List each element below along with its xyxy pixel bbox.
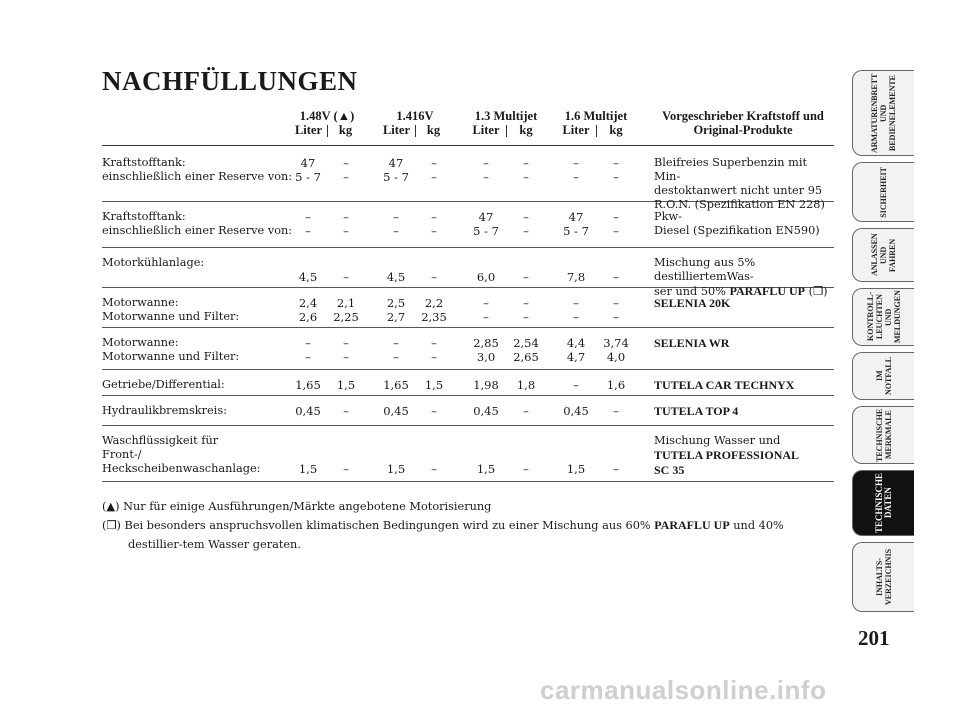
value-cell: 2,4 2,6 xyxy=(298,296,318,324)
tab-label: ARMATURENBRETT UND BEDIENELEMENTE xyxy=(870,73,897,153)
value-cell: – – xyxy=(613,156,619,184)
value-cell: 1,5 xyxy=(336,378,356,392)
value-cell: – – xyxy=(305,210,311,238)
value-cell: 1,65 xyxy=(383,378,409,392)
row-label: Kraftstofftank: einschließlich einer Reserve von: xyxy=(102,210,293,237)
product-cell: Bleifreies Superbenzin mit Min- destoktanwert nicht unter 95 R.O.N. (Spezifikation EN 228) xyxy=(654,156,825,211)
table-row xyxy=(102,250,834,298)
table-row xyxy=(102,372,834,396)
tab-im-notfall[interactable] xyxy=(852,352,914,400)
tab-inhaltsverzeichnis[interactable] xyxy=(852,542,914,612)
product-cell: SELENIA WR xyxy=(654,336,730,350)
value-cell: – – xyxy=(573,156,579,184)
product-cell: Pkw- Diesel (Spezifikation EN590) xyxy=(654,210,820,237)
row-label: Hydraulikbremskreis: xyxy=(102,404,227,417)
value-cell: – xyxy=(431,270,437,284)
value-cell: 4,4 4,7 xyxy=(566,336,586,364)
value-cell: 6,0 xyxy=(476,270,496,284)
tab-anlassen[interactable] xyxy=(852,228,914,282)
table-row xyxy=(102,204,834,248)
product-cell: SELENIA 20K xyxy=(654,296,731,310)
tab-armaturenbrett[interactable] xyxy=(852,70,914,156)
tab-label: IM NOTFALL xyxy=(874,356,893,396)
value-cell: 7,8 xyxy=(566,270,586,284)
value-cell: 1,5 xyxy=(566,462,586,476)
value-cell: – – xyxy=(483,156,489,184)
value-cell: 1,5 xyxy=(424,378,444,392)
tab-kontrollleuchten[interactable] xyxy=(852,288,914,346)
footnote-1: (▲) Nur für einige Ausführungen/Märkte angebotene Motorisierung xyxy=(102,500,492,513)
footnote-2: (❒) Bei besonders anspruchsvollen klimatischen Bedingungen wird zu einer Mischung aus 60% PARAFLU UP und 40% destillier-tem Wasser geraten. xyxy=(102,518,784,551)
value-cell: 1,8 xyxy=(516,378,536,392)
value-cell: – – xyxy=(343,156,349,184)
value-cell: 0,45 xyxy=(295,404,321,418)
col-header-name: 1.48V (▲) xyxy=(299,109,355,123)
tab-label: INHALTS-VERZEICHNIS xyxy=(874,549,893,606)
value-cell: – – xyxy=(431,336,437,364)
value-cell: 1,65 xyxy=(295,378,321,392)
value-cell: 47 5 - 7 xyxy=(473,210,499,238)
value-cell: – – xyxy=(305,336,311,364)
value-cell: 47 5 - 7 xyxy=(563,210,589,238)
row-label: Waschflüssigkeit für Front-/ Heckscheibenwaschanlage: xyxy=(102,434,261,475)
tab-label: SICHERHEIT xyxy=(879,166,888,218)
value-cell: – – xyxy=(613,296,619,324)
value-cell: 1,6 xyxy=(606,378,626,392)
value-cell: 0,45 xyxy=(473,404,499,418)
value-cell: – – xyxy=(523,156,529,184)
header-divider xyxy=(415,125,416,137)
table-row xyxy=(102,428,834,482)
value-cell: 2,85 3,0 xyxy=(473,336,499,364)
value-cell: – – xyxy=(393,210,399,238)
header-rule xyxy=(102,145,834,146)
table-row xyxy=(102,330,834,370)
product-cell: TUTELA CAR TECHNYX xyxy=(654,378,795,392)
value-cell: 4,5 xyxy=(386,270,406,284)
tab-label: TECHNISCHE MERKMALE xyxy=(874,408,893,462)
value-cell: – – xyxy=(431,156,437,184)
value-cell: – xyxy=(523,462,529,476)
product-cell: Mischung Wasser und TUTELA PROFESSIONAL SC 35 xyxy=(654,434,800,477)
value-cell: 47 5 - 7 xyxy=(383,156,409,184)
value-cell: – – xyxy=(343,336,349,364)
value-cell: 2,2 2,35 xyxy=(421,296,447,324)
value-cell: 4,5 xyxy=(298,270,318,284)
value-cell: – xyxy=(523,270,529,284)
value-cell: 2,1 2,25 xyxy=(333,296,359,324)
value-cell: 0,45 xyxy=(383,404,409,418)
col-header-1: 1.48V (▲) Liter kg xyxy=(290,109,364,137)
value-cell: – xyxy=(613,404,619,418)
value-cell: – xyxy=(573,378,579,392)
row-label: Motorwanne: Motorwanne und Filter: xyxy=(102,336,240,363)
table-row xyxy=(102,398,834,426)
col-header-name: 1.416V xyxy=(396,109,434,123)
col-header-3: 1.3 Multijet Liter kg xyxy=(466,109,546,137)
col-header-2: 1.416V Liter kg xyxy=(378,109,452,137)
watermark: carmanualsonline.info xyxy=(540,675,827,705)
value-cell: – – xyxy=(393,336,399,364)
tab-label: ANLASSEN UND FAHREN xyxy=(870,233,897,277)
page-number: 201 xyxy=(858,626,890,650)
row-label: Kraftstofftank: einschließlich einer Reserve von: xyxy=(102,156,293,183)
value-cell: 0,45 xyxy=(563,404,589,418)
product-cell: TUTELA TOP 4 xyxy=(654,404,739,418)
value-cell: – xyxy=(343,270,349,284)
table-row xyxy=(102,150,834,211)
col-header-4: 1.6 Multijet Liter kg xyxy=(556,109,636,137)
col-header-name: 1.3 Multijet xyxy=(474,109,538,123)
value-cell: – – xyxy=(483,296,489,324)
value-cell: – – xyxy=(573,296,579,324)
value-cell: – xyxy=(343,404,349,418)
value-cell: – – xyxy=(523,210,529,238)
tab-label: KONTROLL-LEUCHTEN UND MELDUNGEN xyxy=(865,290,902,344)
value-cell: – – xyxy=(343,210,349,238)
col-header-name: 1.6 Multijet xyxy=(564,109,628,123)
row-label: Motorkühlanlage: xyxy=(102,256,205,269)
page-title: NACHFÜLLUNGEN xyxy=(102,66,358,96)
footnotes xyxy=(102,497,834,554)
value-cell: 3,74 4,0 xyxy=(603,336,629,364)
value-cell: – xyxy=(431,404,437,418)
tab-sicherheit[interactable] xyxy=(852,162,914,222)
header-divider xyxy=(327,125,328,137)
table-row xyxy=(102,290,834,328)
value-cell: – xyxy=(523,404,529,418)
tab-technische-merkmale[interactable] xyxy=(852,406,914,464)
value-cell: 47 5 - 7 xyxy=(295,156,321,184)
value-cell: 1,5 xyxy=(386,462,406,476)
value-cell: 1,5 xyxy=(298,462,318,476)
value-cell: – xyxy=(431,462,437,476)
product-cell: Mischung aus 5% destilliertemWas- ser und 50% PARAFLU UP (❒) xyxy=(654,256,828,298)
value-cell: 1,98 xyxy=(473,378,499,392)
row-label: Motorwanne: Motorwanne und Filter: xyxy=(102,296,240,323)
value-cell: 2,54 2,65 xyxy=(513,336,539,364)
value-cell: – xyxy=(613,462,619,476)
value-cell: – xyxy=(613,270,619,284)
tab-technische-daten[interactable] xyxy=(852,470,914,536)
header-divider xyxy=(596,125,597,137)
value-cell: 2,5 2,7 xyxy=(386,296,406,324)
value-cell: – xyxy=(343,462,349,476)
col-header-product: Vorgeschrieber Kraftstoff und Original-Produkte xyxy=(662,109,824,137)
value-cell: – – xyxy=(613,210,619,238)
row-label: Getriebe/Differential: xyxy=(102,378,225,391)
header-divider xyxy=(506,125,507,137)
value-cell: 1,5 xyxy=(476,462,496,476)
value-cell: – – xyxy=(431,210,437,238)
value-cell: – – xyxy=(523,296,529,324)
tab-label: TECHNISCHE DATEN xyxy=(873,472,893,534)
